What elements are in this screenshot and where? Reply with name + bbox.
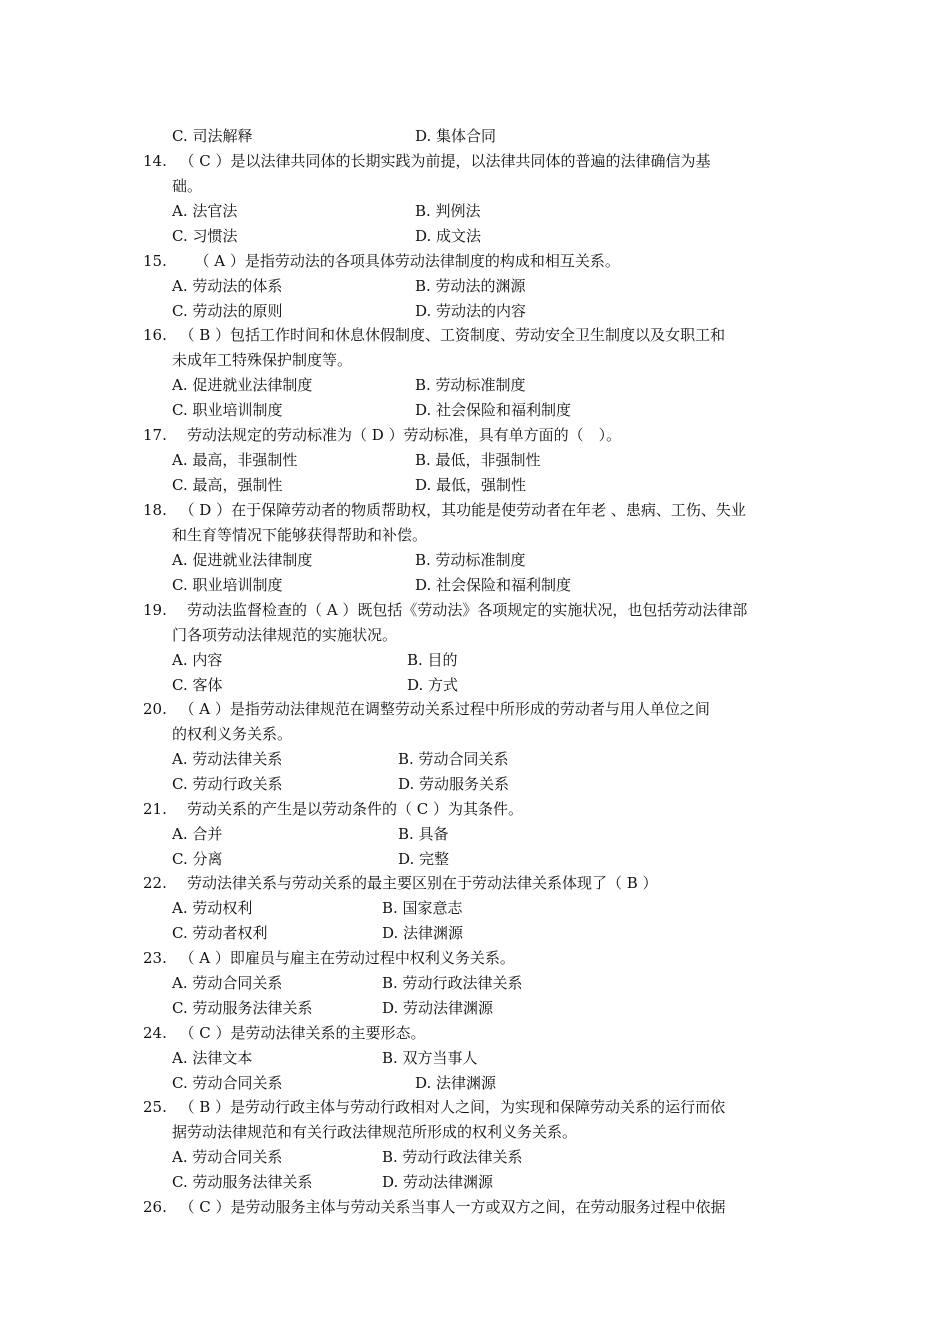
option-a: A. 促进就业法律制度 xyxy=(172,551,313,569)
option-c: C. 客体 xyxy=(172,676,223,694)
option-d: D. 集体合同 xyxy=(415,127,497,145)
option-a: A. 合并 xyxy=(172,825,223,843)
option-a: A. 法官法 xyxy=(172,202,238,220)
option-b: B. 国家意志 xyxy=(382,899,463,917)
option-a: A. 促进就业法律制度 xyxy=(172,376,313,394)
question-number: 16. xyxy=(143,326,167,344)
option-c: C. 最高，强制性 xyxy=(172,476,283,494)
question-text: （ B ）包括工作时间和休息休假制度、工资制度、劳动安全卫生制度以及女职工和 xyxy=(172,326,726,344)
option-c: C. 分离 xyxy=(172,850,223,868)
question-text: 劳动关系的产生是以劳动条件的（ C ）为其条件。 xyxy=(172,800,524,818)
question-number: 15. xyxy=(143,252,167,270)
question-text: 劳动法律关系与劳动关系的最主要区别在于劳动法律关系体现了（ B ） xyxy=(172,874,658,892)
option-d: D. 法律渊源 xyxy=(415,1074,497,1092)
option-c: C. 职业培训制度 xyxy=(172,401,283,419)
question-number: 19. xyxy=(143,601,167,619)
option-c: C. 劳动法的原则 xyxy=(172,302,283,320)
option-c: C. 劳动合同关系 xyxy=(172,1074,283,1092)
question-text: （ D ）在于保障劳动者的物质帮助权，其功能是使劳动者在年老 、患病、工伤、失业 xyxy=(172,501,746,519)
option-b: B. 目的 xyxy=(407,651,458,669)
option-b: B. 双方当事人 xyxy=(382,1049,478,1067)
question-text: （ C ）是劳动服务主体与劳动关系当事人一方或双方之间，在劳动服务过程中依据 xyxy=(172,1198,726,1216)
option-a: A. 劳动合同关系 xyxy=(172,974,283,992)
question-number: 18. xyxy=(143,501,167,519)
question-number: 23. xyxy=(143,949,167,967)
question-text: 劳动法规定的劳动标准为（ D ）劳动标准，具有单方面的（ ）。 xyxy=(172,426,622,444)
question-text: （ B ）是劳动行政主体与劳动行政相对人之间，为实现和保障劳动关系的运行而依 xyxy=(172,1098,726,1116)
option-d: D. 社会保险和福利制度 xyxy=(415,576,572,594)
option-d: D. 最低，强制性 xyxy=(415,476,527,494)
question-number: 22. xyxy=(143,874,167,892)
question-number: 14. xyxy=(143,152,167,170)
option-d: D. 劳动法律渊源 xyxy=(382,999,494,1017)
option-a: A. 劳动法律关系 xyxy=(172,750,283,768)
option-c: C. 劳动行政关系 xyxy=(172,775,283,793)
option-a: A. 内容 xyxy=(172,651,223,669)
question-text: 劳动法监督检查的（ A ）既包括《劳动法》各项规定的实施状况，也包括劳动法律部 xyxy=(172,601,748,619)
option-d: D. 完整 xyxy=(398,850,450,868)
option-a: A. 劳动合同关系 xyxy=(172,1148,283,1166)
option-d: D. 社会保险和福利制度 xyxy=(415,401,572,419)
option-b: B. 劳动行政法律关系 xyxy=(382,974,523,992)
option-c: C. 劳动者权利 xyxy=(172,924,268,942)
option-b: B. 最低，非强制性 xyxy=(415,451,541,469)
option-a: A. 法律文本 xyxy=(172,1049,253,1067)
option-a: A. 最高，非强制性 xyxy=(172,451,298,469)
option-d: D. 劳动服务关系 xyxy=(398,775,510,793)
option-b: B. 判例法 xyxy=(415,202,481,220)
option-a: A. 劳动法的体系 xyxy=(172,277,283,295)
option-c: C. 职业培训制度 xyxy=(172,576,283,594)
option-c: C. 司法解释 xyxy=(172,127,253,145)
question-text: （ A ）即雇员与雇主在劳动过程中权利义务关系。 xyxy=(172,949,515,967)
question-number: 21. xyxy=(143,800,167,818)
question-number: 26. xyxy=(143,1198,167,1216)
question-text: （ A ）是指劳动法律规范在调整劳动关系过程中所形成的劳动者与用人单位之间 xyxy=(172,700,710,718)
question-number: 25. xyxy=(143,1098,167,1116)
option-b: B. 劳动行政法律关系 xyxy=(382,1148,523,1166)
option-b: B. 劳动合同关系 xyxy=(398,750,509,768)
option-d: D. 劳动法律渊源 xyxy=(382,1173,494,1191)
option-b: B. 劳动标准制度 xyxy=(415,551,526,569)
option-c: C. 劳动服务法律关系 xyxy=(172,999,313,1017)
option-d: D. 成文法 xyxy=(415,227,482,245)
question-number: 20. xyxy=(143,700,167,718)
question-text: （ A ）是指劳动法的各项具体劳动法律制度的构成和相互关系。 xyxy=(172,252,620,270)
question-number: 24. xyxy=(143,1024,167,1042)
option-b: B. 具备 xyxy=(398,825,449,843)
document-page: C. 司法解释 D. 集体合同 14. （ C ）是以法律共同体的长期实践为前提，以法律共同体的普遍的法律确信为基 础。 A. 法官法 B. 判例法 C. 习惯法 D. 成文法 15. （ A ）是指劳动法的各项具体劳动法律制度的构成和相互关系。 A. 劳动法的体系 B. 劳动法的渊源 C. 劳动法的原则 D. 劳动法的内容 16. （ B ）包括工作时间和休息休假制度、工资制度、劳动安全卫生制度以及女职工和 未成年工特殊保护制度等。 A. 促进就业法律制度 B. 劳动标准制度 C. 职业培训制度 D. 社会保险和福利制度 17. 劳动法规定的劳动标准为（ D ）劳动标准，具有单方面的（ ）。 A. 最高，非强制性 B. 最低，非强制性 C. 最高，强制性 D. 最低，强制性 18. （ D ）在于保障劳动者的物质帮助权，其功能是使劳动者在年老 、患病、工伤、失业 和生育等情况下能够获得帮助和补偿。 A. 促进就业法律制度 B. 劳动标准制度 C. 职业培训制度 D. 社会保险和福利制度 19. 劳动法监督检查的（ A ）既包括《劳动法》各项规定的实施状况，也包括劳动法律部 门各项劳动法律规范的实施状况。 A. 内容 B. 目的 C. 客体 D. 方式 20. （ A ）是指劳动法律规范在调整劳动关系过程中所形成的劳动者与用人单位之间 的权利义务关系。 A. 劳动法律关系 B. 劳动合同关系 C. 劳动行政关系 D. 劳动服务关系 21. 劳动关系的产生是以劳动条件的（ C ）为其条件。 A. 合并 B. 具备 C. 分离 D. 完整 22. 劳动法律关系与劳动关系的最主要区别在于劳动法律关系体现了（ B ） A. 劳动权利 B. 国家意志 C. 劳动者权利 D. 法律渊源 23. （ A ）即雇员与雇主在劳动过程中权利义务关系。 A. 劳动合同关系 B. 劳动行政法律关系 C. 劳动服务法律关系 D. 劳动法律渊源 24. （ C ）是劳动法律关系的主要形态。 A. 法律文本 B. 双方当事人 C. 劳动合同关系 D. 法律渊源 25. （ B ）是劳动行政主体与劳动行政相对人之间，为实现和保障劳动关系的运行而依 据劳动法律规范和有关行政法律规范所形成的权利义务关系。 A. 劳动合同关系 B. 劳动行政法律关系 C. 劳动服务法律关系 D. 劳动法律渊源 26. （ C ）是劳动服务主体与劳动关系当事人一方或双方之间，在劳动服务过程中依据 xyxy=(0,0,950,1344)
question-number: 17. xyxy=(143,426,167,444)
question-text: （ C ）是劳动法律关系的主要形态。 xyxy=(172,1024,426,1042)
option-c: C. 劳动服务法律关系 xyxy=(172,1173,313,1191)
question-text: （ C ）是以法律共同体的长期实践为前提，以法律共同体的普遍的法律确信为基 xyxy=(172,152,711,170)
option-d: D. 方式 xyxy=(407,676,459,694)
option-d: D. 法律渊源 xyxy=(382,924,464,942)
option-d: D. 劳动法的内容 xyxy=(415,302,527,320)
option-b: B. 劳动法的渊源 xyxy=(415,277,526,295)
option-a: A. 劳动权利 xyxy=(172,899,253,917)
option-b: B. 劳动标准制度 xyxy=(415,376,526,394)
option-c: C. 习惯法 xyxy=(172,227,238,245)
